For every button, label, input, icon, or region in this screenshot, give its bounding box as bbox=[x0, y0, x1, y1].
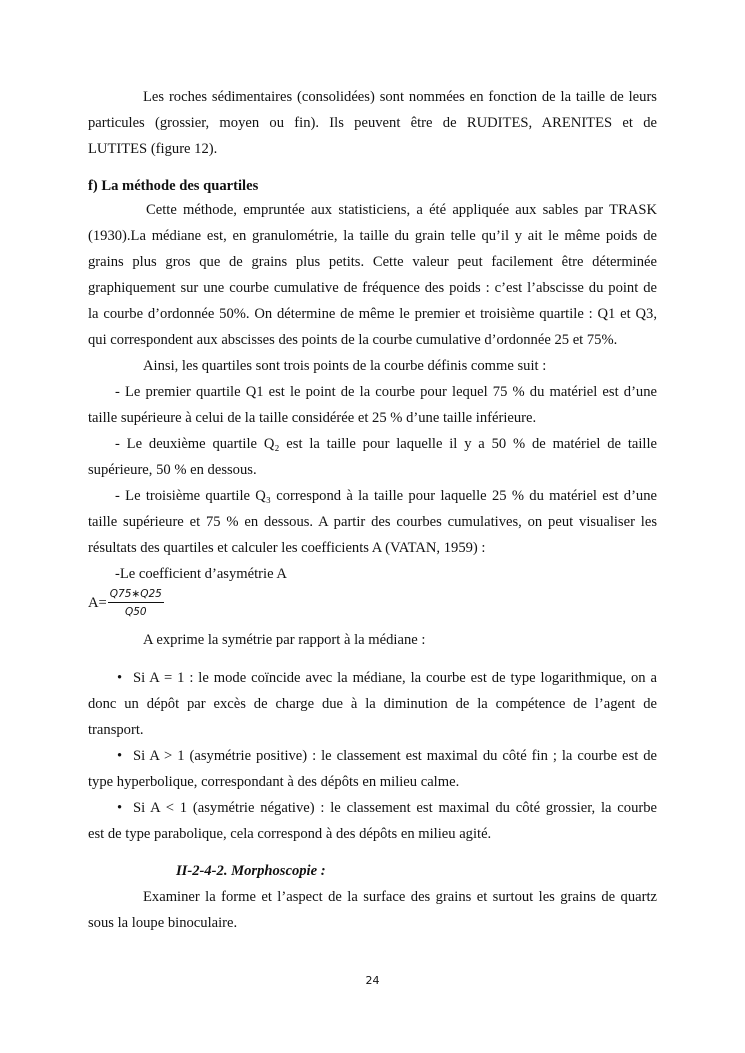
text-line: Si A = 1 : le mode coïncide avec la médiane, la courbe est de type logarithmique, on a bbox=[133, 670, 657, 686]
text-line: - Le deuxième quartile Q₂ est la taille pour laquelle il y a 50 % de matériel de taille bbox=[115, 436, 657, 452]
text-line: supérieure, 50 % en dessous. bbox=[88, 462, 257, 478]
text-line: qui correspondent aux abscisses des points de la courbe cumulative d’ordonnée 25 et 75%. bbox=[88, 332, 618, 348]
text-line: Ainsi, les quartiles sont trois points de la courbe définis comme suit : bbox=[143, 358, 547, 374]
text-line: transport. bbox=[88, 722, 144, 738]
bullet-icon: • bbox=[117, 748, 123, 764]
text-line: taille supérieure à celui de la taille considérée et 25 % d’une taille inférieure. bbox=[88, 410, 537, 426]
text-line: sous la loupe binoculaire. bbox=[88, 915, 238, 931]
bullet-icon: • bbox=[117, 800, 123, 816]
text-line: - Le premier quartile Q1 est le point de la courbe pour lequel 75 % du matériel est d’une bbox=[115, 384, 657, 400]
bullet-a-inf-1 bbox=[88, 795, 657, 847]
text-line: est de type parabolique, cela correspond à des dépôts en milieu agité. bbox=[88, 826, 492, 842]
text-line: II-2-4-2. Morphoscopie : bbox=[176, 863, 326, 879]
text-line: Les roches sédimentaires (consolidées) sont nommées en fonction de la taille de leurs bbox=[143, 89, 657, 105]
text-line: la courbe d’ordonnée 50%. On détermine de même le premier et troisième quartile : Q1 et Q3, bbox=[88, 306, 657, 322]
text-line: grains plus gros que de grains plus petits. Cette valeur peut facilement être déterminée bbox=[88, 254, 657, 270]
page-number: 24 bbox=[365, 974, 380, 987]
bullet-a-sup-1 bbox=[88, 743, 657, 795]
formula-fraction bbox=[108, 588, 164, 618]
text-line: Si A > 1 (asymétrie positive) : le classement est maximal du côté fin ; la courbe est de bbox=[133, 748, 657, 764]
section-heading-morphoscopie bbox=[88, 858, 657, 884]
text-line: résultats des quartiles et calculer les coefficients A (VATAN, 1959) : bbox=[88, 540, 486, 556]
paragraph-methode bbox=[88, 197, 657, 587]
paragraph-roches bbox=[88, 84, 657, 162]
bullet-icon: • bbox=[117, 670, 123, 686]
text-line: f) La méthode des quartiles bbox=[88, 178, 259, 194]
text-line: A exprime la symétrie par rapport à la médiane : bbox=[143, 632, 426, 648]
bullet-a-egal-1 bbox=[88, 665, 657, 743]
section-heading-quartiles bbox=[88, 173, 657, 199]
text-line: graphiquement sur une courbe cumulative de fréquence des poids : c’est l’abscisse du point de bbox=[88, 280, 657, 296]
paragraph-symetrie bbox=[88, 627, 657, 653]
text-line: Cette méthode, empruntée aux statisticiens, a été appliquée aux sables par TRASK bbox=[146, 202, 657, 218]
text-line: (1930).La médiane est, en granulométrie, la taille du grain telle qu’il y ait le même poids de bbox=[88, 228, 657, 244]
asymmetry-formula bbox=[88, 588, 164, 618]
formula-denominator: Q50 bbox=[124, 606, 147, 618]
paragraph-morphoscopie bbox=[88, 884, 657, 936]
text-line: donc un dépôt par excès de charge due à la diminution de la compétence de l’agent de bbox=[88, 696, 657, 712]
text-line: taille supérieure et 75 % en dessous. A partir des courbes cumulatives, on peut visualiser les bbox=[88, 514, 657, 530]
text-line: Si A < 1 (asymétrie négative) : le classement est maximal du côté grossier, la courbe bbox=[133, 800, 657, 816]
text-line: LUTITES (figure 12). bbox=[88, 141, 218, 157]
text-line: particules (grossier, moyen ou fin). Ils peuvent être de RUDITES, ARENITES et de bbox=[88, 115, 657, 131]
text-line: -Le coefficient d’asymétrie A bbox=[115, 566, 287, 582]
formula-numerator: Q75∗Q25 bbox=[108, 588, 164, 603]
text-line: Examiner la forme et l’aspect de la surface des grains et surtout les grains de quartz bbox=[143, 889, 657, 905]
text-line: type hyperbolique, correspondant à des dépôts en milieu calme. bbox=[88, 774, 460, 790]
text-line: - Le troisième quartile Q₃ correspond à la taille pour laquelle 25 % du matériel est d’une bbox=[115, 488, 657, 504]
formula-lhs: A= bbox=[88, 594, 107, 611]
